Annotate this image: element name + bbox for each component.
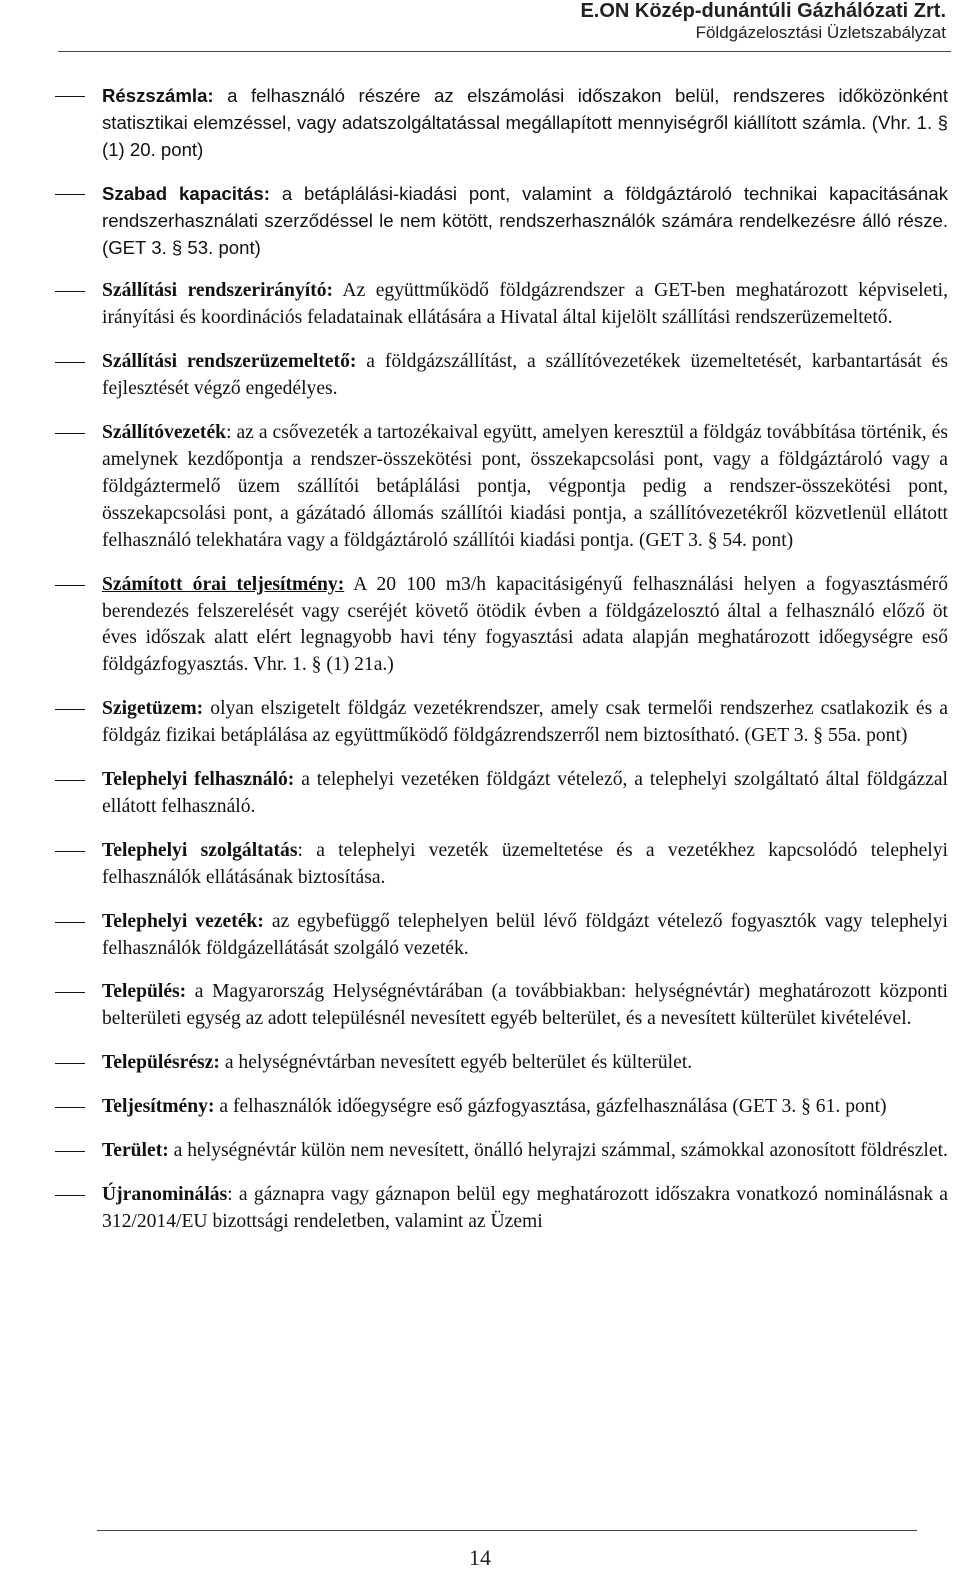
- definition-teljesitmeny: [0, 1094, 960, 1121]
- definition-telepules: [0, 979, 960, 1033]
- list-dash: [55, 1107, 85, 1108]
- definition-text: a Magyarország Helységnévtárában (a továbbiakban: helységnévtár) meghatározott központi belterületi egység az adott településnél nevesített egyéb belterület, és a nevesített külterület kivételével.: [102, 981, 948, 1030]
- list-dash: [55, 585, 85, 586]
- definition-text: A 20 100 m3/h kapacitásigényű felhasználási helyen a fogyasztásmérő berendezés felszerelését vagy cseréjét követő ötödik évben a földgázelosztó által a felhasználó előző öt éves időszak alatt elért legnagyobb havi tény fogyasztási adata alapján meghatározott időegységre eső földgázfogyasztás. Vhr. 1. § (1) 21a.): [102, 573, 948, 676]
- definition-term: Település:: [102, 981, 187, 1003]
- definition-reszszamla: [0, 83, 960, 164]
- definition-text: : az a csővezeték a tartozékaival együtt, amelyen keresztül a földgáz továbbítása történik, és amelynek kezdőpontja a rendszer-összekötési pont, összekapcsolási pont, vagy a földgáztároló vagy a földgáztermelő üzem szállítói betáplálási pontja, végpontja pedig a rendszer-összekötési pont, összekapcsolási pont, a gázátadó állomás szállítói kiadási pontja, a szállítóvezetékről közvetlenül ellátott felhasználó telekhatára vagy a földgáztároló szállítói kiadási pontja. (GET 3. § 54. pont): [102, 422, 948, 551]
- definition-telephelyi-vezetek: [0, 909, 960, 963]
- list-dash: [55, 992, 85, 993]
- list-dash: [55, 922, 85, 923]
- list-dash: [55, 433, 85, 434]
- definition-telephelyi-szolgaltatas: [0, 838, 960, 892]
- definition-text: a helységnévtár külön nem nevesített, önálló helyrajzi számmal, számokkal azonosított földrészlet.: [168, 1140, 948, 1162]
- list-dash: [55, 1195, 85, 1196]
- definition-term: Telephelyi vezeték:: [102, 910, 264, 932]
- definition-text: a földgázszállítást, a szállítóvezetékek üzemeltetését, karbantartását és fejlesztését végző engedélyes.: [102, 351, 948, 400]
- header-divider: [58, 51, 951, 52]
- definition-term: Teljesítmény:: [102, 1096, 215, 1118]
- header-company-name: E.ON Közép-dunántúli Gázhálózati Zrt.: [580, 0, 946, 22]
- page-header: [46, 0, 946, 44]
- definition-text: : a telephelyi vezeték üzemeltetése és a vezetékhez kapcsolódó telephelyi felhasználók ellátásának biztosítása.: [102, 839, 948, 888]
- definition-term: Szállítási rendszerirányító:: [102, 280, 334, 302]
- definition-term: Szigetüzem:: [102, 698, 204, 720]
- definition-term: Terület:: [102, 1140, 169, 1162]
- list-dash: [55, 96, 85, 97]
- list-dash: [55, 291, 85, 292]
- definition-szallitovezetek: [0, 420, 960, 555]
- footer-divider: [97, 1530, 917, 1531]
- definition-ujranominalas: [0, 1182, 960, 1236]
- definition-term: Részszámla:: [102, 85, 214, 106]
- list-dash: [55, 851, 85, 852]
- list-dash: [55, 709, 85, 710]
- definition-term: Szabad kapacitás:: [102, 182, 270, 204]
- definition-text: a felhasználók időegységre eső gázfogyasztása, gázfelhasználása (GET 3. § 61. pont): [214, 1096, 887, 1118]
- definition-text: az egybefüggő telephelyen belül lévő földgázt vételező fogyasztók vagy telephelyi felhasználók földgázellátását szolgáló vezeték.: [102, 910, 948, 959]
- definition-szigetuzem: [0, 696, 960, 750]
- definition-term: Szállítási rendszerüzemeltető:: [102, 351, 357, 373]
- list-dash: [55, 1063, 85, 1064]
- definition-szamitott-orai-teljesitmeny: [0, 572, 960, 680]
- definition-text: olyan elszigetelt földgáz vezetékrendszer, amely csak termelői rendszerhez csatlakozik és a földgáz fizikai betáplálása az együttműködő földgázrendszerről nem biztosítható. (GET 3. § 55a. pont): [102, 698, 948, 747]
- list-dash: [55, 780, 85, 781]
- list-dash: [55, 1151, 85, 1152]
- definition-text: : a gáznapra vagy gáznapon belül egy meghatározott időszakra vonatkozó nominálásnak a 312/2014/EU bizottsági rendeletben, valamint az Üzemi: [102, 1184, 948, 1232]
- definition-term: Számított órai teljesítmény:: [102, 573, 345, 595]
- page-number: 14: [469, 1545, 491, 1570]
- list-dash: [55, 362, 85, 363]
- definition-szallitasi-rendszeruzemelteto: [0, 349, 960, 403]
- definition-text: a helységnévtárban nevesített egyéb belterület és külterület.: [219, 1052, 693, 1074]
- definition-szallitasi-rendszeriranyito: [0, 278, 960, 332]
- definition-text: a betáplálási-kiadási pont, valamint a földgáztároló technikai kapacitásának rendszerhasználati szerződéssel le nem kötött, rendszerhasználók számára rendelkezésre álló része. (GET 3. § 53. pont): [102, 182, 948, 258]
- definition-text: Az együttműködő földgázrendszer a GET-ben meghatározott képviseleti, irányítási és koordinációs feladatainak ellátására a Hivatal által kijelölt szállítási rendszerüzemeltető.: [102, 280, 948, 329]
- definition-text: a telephelyi vezetéken földgázt vételező, a telephelyi szolgáltató által földgázzal ellátott felhasználó.: [102, 769, 948, 817]
- definition-telephelyi-felhasznalo: [0, 767, 960, 821]
- definition-term: Újranominálás: [102, 1184, 228, 1205]
- list-dash: [55, 194, 85, 195]
- definition-term: Szállítóvezeték: [102, 422, 227, 444]
- definitions-list: [0, 83, 960, 1253]
- definition-szabad-kapacitas: [0, 181, 960, 262]
- definition-term: Telephelyi felhasználó:: [102, 769, 295, 791]
- definition-telepulesresz: [0, 1050, 960, 1077]
- header-document-title: Földgázelosztási Üzletszabályzat: [695, 23, 946, 42]
- definition-terulet: [0, 1138, 960, 1165]
- definition-text: a felhasználó részére az elszámolási időszakon belül, rendszeres időközönként statisztikai elemzéssel, vagy adatszolgáltatással megállapított mennyiségről kiállított számla. (Vhr. 1. § (1) 20. pont): [102, 85, 948, 160]
- definition-term: Településrész:: [102, 1052, 220, 1074]
- definition-term: Telephelyi szolgáltatás: [102, 839, 298, 861]
